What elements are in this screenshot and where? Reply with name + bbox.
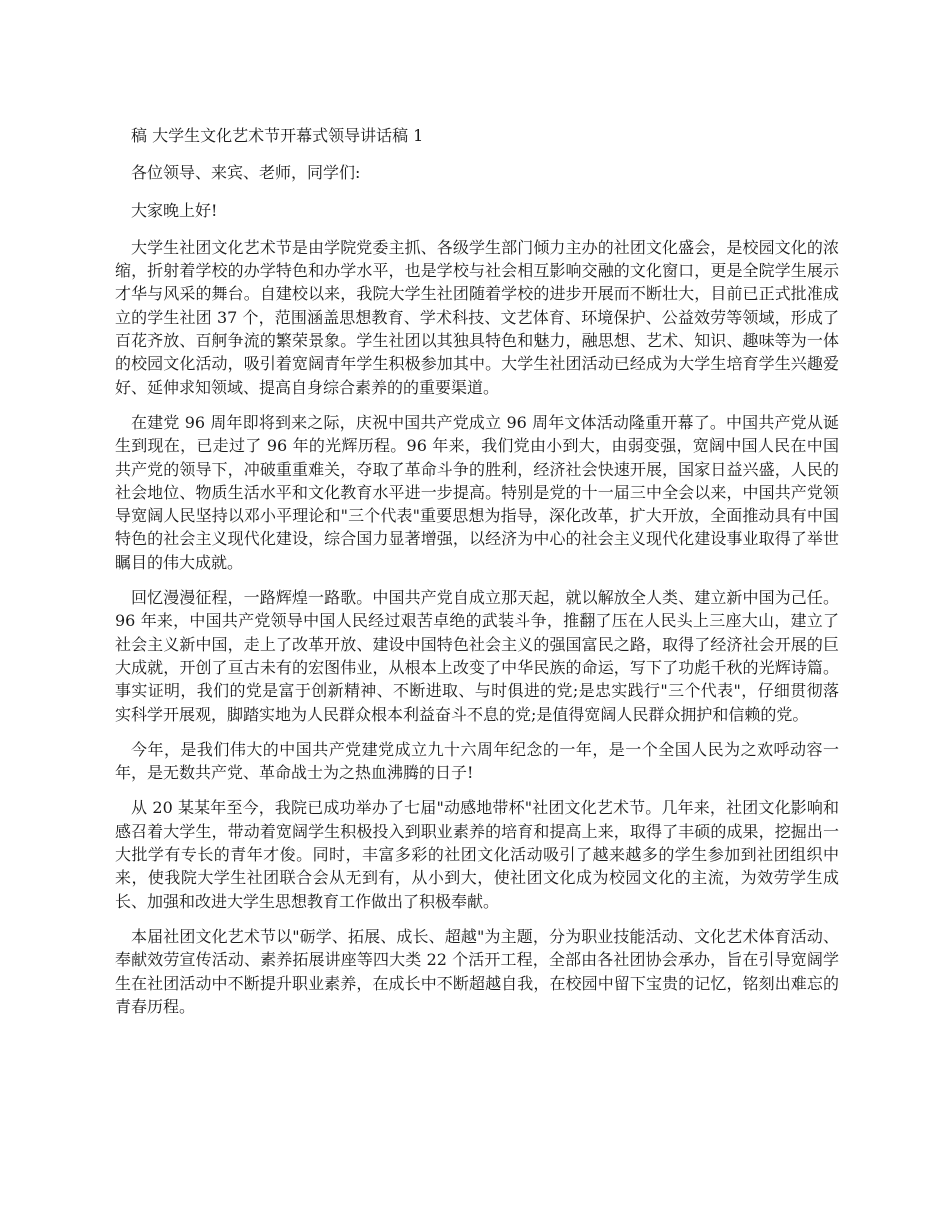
paragraph: 今年，是我们伟大的中国共产党建党成立九十六周年纪念的一年，是一个全国人民为之欢呼动容一年，是无数共产党、革命战士为之热血沸腾的日子! (115, 739, 839, 783)
paragraph: 从 20 某某年至今，我院已成功举办了七届"动感地带杯"社团文化艺术节。几年来，社团文化影响和感召着大学生，带动着宽阔学生积极投入到职业素养的培育和提高上来，取得了丰硕的成果，挖掘出一大批学有专长的青年才俊。同时，丰富多彩的社团文化活动吸引了越来越多的学生参加到社团组织中来，使我院大学生社团联合会从无到有，从小到大，使社团文化成为校园文化的主流，为效劳学生成长、加强和改进大学生思想教育工作做出了积极奉献。 (115, 798, 839, 911)
salutation: 各位领导、来宾、老师，同学们: (131, 163, 361, 183)
document-title: 稿 大学生文化艺术节开幕式领导讲话稿 1 (131, 126, 424, 145)
greeting: 大家晚上好! (131, 200, 218, 220)
paragraph: 回忆漫漫征程，一路辉煌一路歌。中国共产党自成立那天起，就以解放全人类、建立新中国为己任。96 年来，中国共产党领导中国人民经过艰苦卓绝的武装斗争，推翻了压在人民头上三座大山，建立了社会主义新中国，走上了改革开放、建设中国特色社会主义的强国富民之路，取得了经济社会开展的巨大成就，开创了亘古未有的宏图伟业，从根本上改变了中华民族的命运，写下了功彪千秋的光辉诗篇。事实证明，我们的党是富于创新精神、不断进取、与时俱进的党;是忠实践行"三个代表"，仔细贯彻落实科学开展观，脚踏实地为人民群众根本利益奋斗不息的党;是值得宽阔人民群众拥护和信赖的党。 (115, 588, 839, 724)
paragraph: 本届社团文化艺术节以"砺学、拓展、成长、超越"为主题，分为职业技能活动、文化艺术体育活动、奉献效劳宣传活动、素养拓展讲座等四大类 22 个活开工程，全部由各社团协会承办，旨在引导宽阔学生在社团活动中不断提升职业素养，在成长中不断超越自我，在校园中留下宝贵的记忆，铭刻出难忘的青春历程。 (115, 926, 839, 1016)
paragraph: 大学生社团文化艺术节是由学院党委主抓、各级学生部门倾力主办的社团文化盛会，是校园文化的浓缩，折射着学校的办学特色和办学水平，也是学校与社会相互影响交融的文化窗口，更是全院学生展示才华与风采的舞台。自建校以来，我院大学生社团随着学校的进步开展而不断壮大，目前已正式批准成立的学生社团 37 个，范围涵盖思想教育、学术科技、文艺体育、环境保护、公益效劳等领域，形成了百花齐放、百舸争流的繁荣景象。学生社团以其独具特色和魅力，融思想、艺术、知识、趣味等为一体的校园文化活动，吸引着宽阔青年学生积极参加其中。大学生社团活动已经成为大学生培育学生兴趣爱好、延伸求知领域、提高自身综合素养的的重要渠道。 (115, 237, 839, 397)
paragraph: 在建党 96 周年即将到来之际，庆祝中国共产党成立 96 周年文体活动隆重开幕了。中国共产党从诞生到现在，已走过了 96 年的光辉历程。96 年来，我们党由小到大，由弱变强，宽阔中国人民在中国共产党的领导下，冲破重重难关，夺取了革命斗争的胜利，经济社会快速开展，国家日益兴盛，人民的社会地位、物质生活水平和文化教育水平进一步提高。特别是党的十一届三中全会以来，中国共产党领导宽阔人民坚持以邓小平理论和"三个代表"重要思想为指导，深化改革，扩大开放，全面推动具有中国特色的社会主义现代化建设，综合国力显著增强，以经济为中心的社会主义现代化建设事业取得了举世瞩目的伟大成就。 (115, 412, 839, 572)
document-body (115, 124, 839, 1030)
